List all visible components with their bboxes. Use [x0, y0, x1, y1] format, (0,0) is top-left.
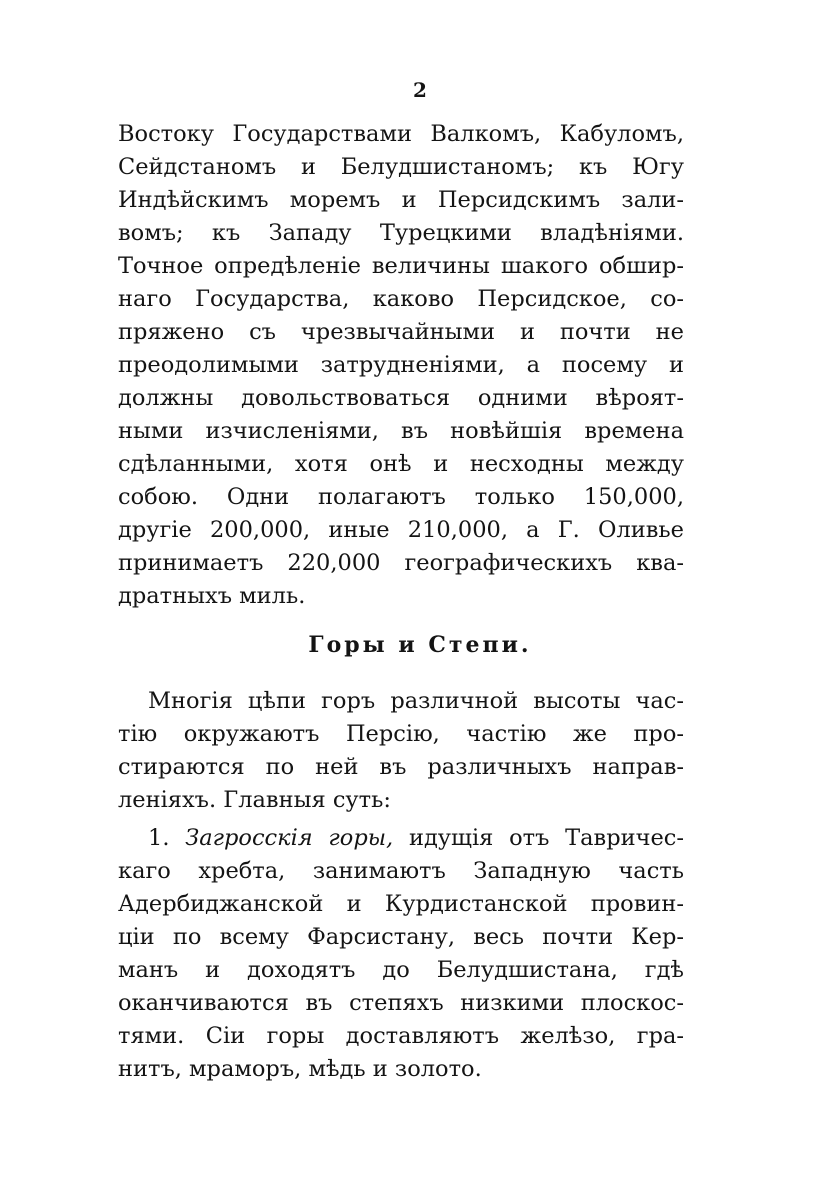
text-line: Адербиджанской и Курдистанской провин- — [118, 891, 684, 917]
text-line: должны довольствоваться одними вѣроят- — [118, 385, 684, 411]
text-line: вомъ; къ Западу Турецкими владѣніями. — [118, 220, 684, 246]
text-line: Востоку Государствами Валкомъ, Кабуломъ, — [118, 121, 684, 147]
text-line: оканчиваются въ степяхъ низкими плоскос- — [118, 990, 684, 1016]
text-line: нитъ, мраморъ, мѣдь и золото. — [118, 1056, 482, 1082]
item-number: 1. — [148, 825, 170, 851]
text-line: ціи по всему Фарсистану, весь почти Кер- — [118, 924, 684, 950]
page-number: 2 — [413, 78, 427, 102]
text-line: ными изчисленіями, въ новѣйшія времена — [118, 418, 684, 444]
text-line: каго хребта, занимаютъ Западную часть — [118, 858, 684, 884]
section-heading: Горы и Степи. — [308, 632, 532, 658]
paragraph-continued — [118, 118, 684, 613]
text-line: Многія цѣпи горъ различной высоты час- — [148, 688, 684, 714]
paragraph-mountains-intro — [118, 685, 684, 817]
text-line: преодолимыми затрудненіями, а посему и — [118, 352, 684, 378]
text-line: пряжено съ чрезвычайными и почти не — [118, 319, 684, 345]
text-line: тями. Сіи горы доставляютъ желѣзо, гра- — [118, 1023, 684, 1049]
text-fragment: идущія отъ Тавричес- — [408, 825, 684, 851]
text-line: принимаетъ 220,000 географическихъ ква- — [118, 550, 684, 576]
term-italic: Загросскія горы, — [185, 825, 394, 851]
text-line: манъ и доходятъ до Белудшистана, гдѣ — [118, 957, 684, 983]
text-line: сдѣланными, хотя онѣ и несходны между — [118, 451, 684, 477]
text-line: леніяхъ. Главныя суть: — [118, 787, 391, 813]
text-line: тію окружаютъ Персію, частію же про- — [118, 721, 684, 747]
text-line: Сейдстаномъ и Белудшистаномъ; къ Югу — [118, 154, 684, 180]
text-line-first — [118, 822, 684, 855]
text-line: Индѣйскимъ моремъ и Персидскимъ зали- — [118, 187, 684, 213]
text-line: Точное опредѣленіе величины шакого обшир- — [118, 253, 684, 279]
text-line: дратныхъ миль. — [118, 583, 306, 609]
text-line: стираются по ней въ различныхъ направ- — [118, 754, 684, 780]
paragraph-zagros — [118, 822, 684, 1086]
text-line: другіе 200,000, иные 210,000, а Г. Оливье — [118, 517, 684, 543]
text-line: наго Государства, каково Персидское, со- — [118, 286, 684, 312]
text-line: собою. Одни полагаютъ только 150,000, — [118, 484, 684, 510]
